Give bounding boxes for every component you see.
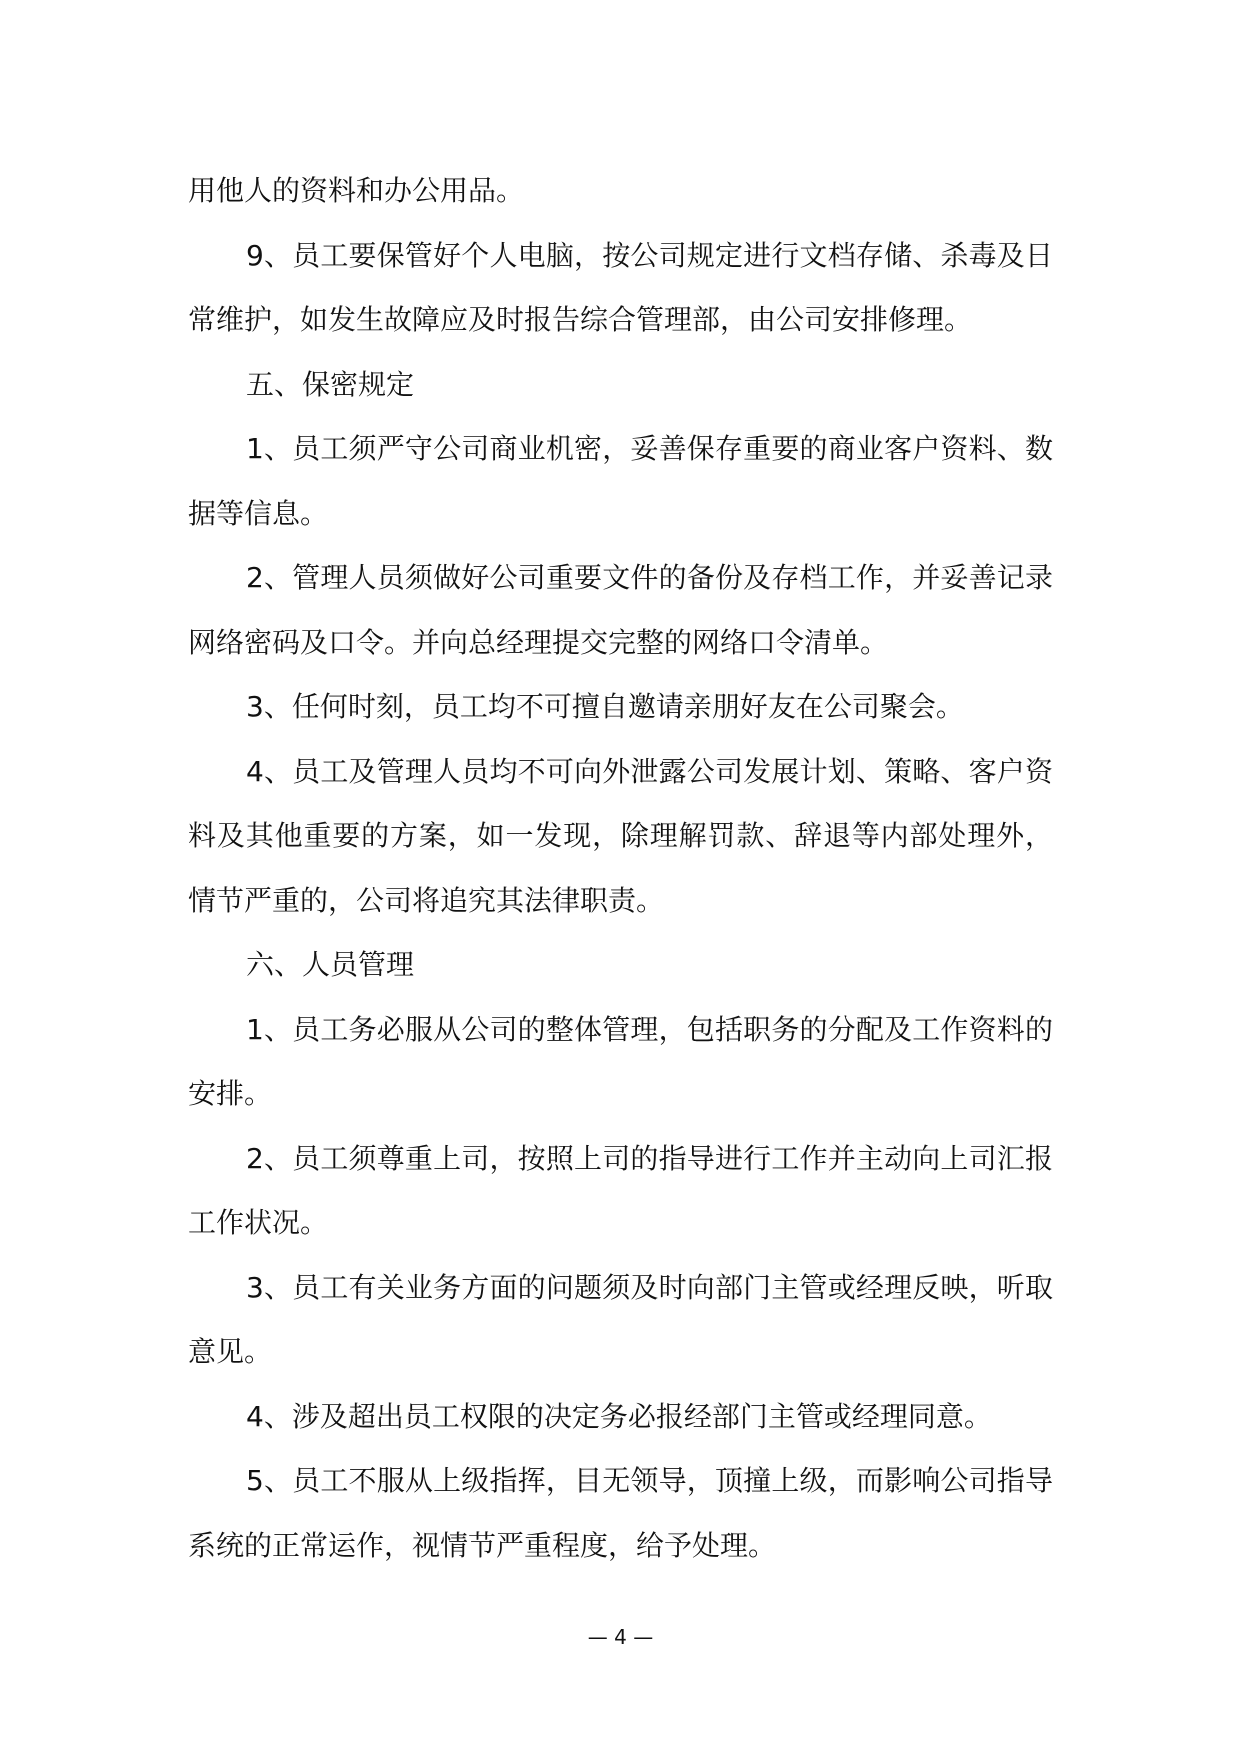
paragraph: 5、员工不服从上级指挥，目无领导，顶撞上级，而影响公司指导系统的正常运作，视情节严重程度，给予处理。 bbox=[188, 1464, 1053, 1562]
paragraph: 4、员工及管理人员均不可向外泄露公司发展计划、策略、客户资料及其他重要的方案，如一发现，除理解罚款、辞退等内部处理外，情节严重的，公司将追究其法律职责。 bbox=[188, 754, 1053, 917]
section-heading: 六、人员管理 bbox=[246, 948, 415, 981]
section-heading: 五、保密规定 bbox=[246, 367, 415, 401]
paragraph: 9、员工要保管好个人电脑，按公司规定进行文档存储、杀毒及日常维护，如发生故障应及时报告综合管理部，由公司安排修理。 bbox=[188, 238, 1053, 336]
paragraph: 3、任何时刻，员工均不可擅自邀请亲朋好友在公司聚会。 bbox=[246, 690, 964, 723]
paragraph: 4、涉及超出员工权限的决定务必报经部门主管或经理同意。 bbox=[246, 1399, 992, 1433]
paragraph: 1、员工须严守公司商业机密，妥善保存重要的商业客户资料、数据等信息。 bbox=[188, 432, 1053, 530]
page-number: — 4 — bbox=[587, 1625, 654, 1649]
paragraph: 2、员工须尊重上司，按照上司的指导进行工作并主动向上司汇报工作状况。 bbox=[188, 1141, 1053, 1239]
document-body bbox=[188, 159, 1053, 1578]
paragraph: 1、员工务必服从公司的整体管理，包括职务的分配及工作资料的安排。 bbox=[188, 1012, 1053, 1110]
paragraph: 2、管理人员须做好公司重要文件的备份及存档工作，并妥善记录网络密码及口令。并向总经理提交完整的网络口令清单。 bbox=[188, 561, 1053, 659]
paragraph: 3、员工有关业务方面的问题须及时向部门主管或经理反映，听取意见。 bbox=[188, 1270, 1053, 1368]
paragraph: 用他人的资料和办公用品。 bbox=[188, 174, 525, 207]
